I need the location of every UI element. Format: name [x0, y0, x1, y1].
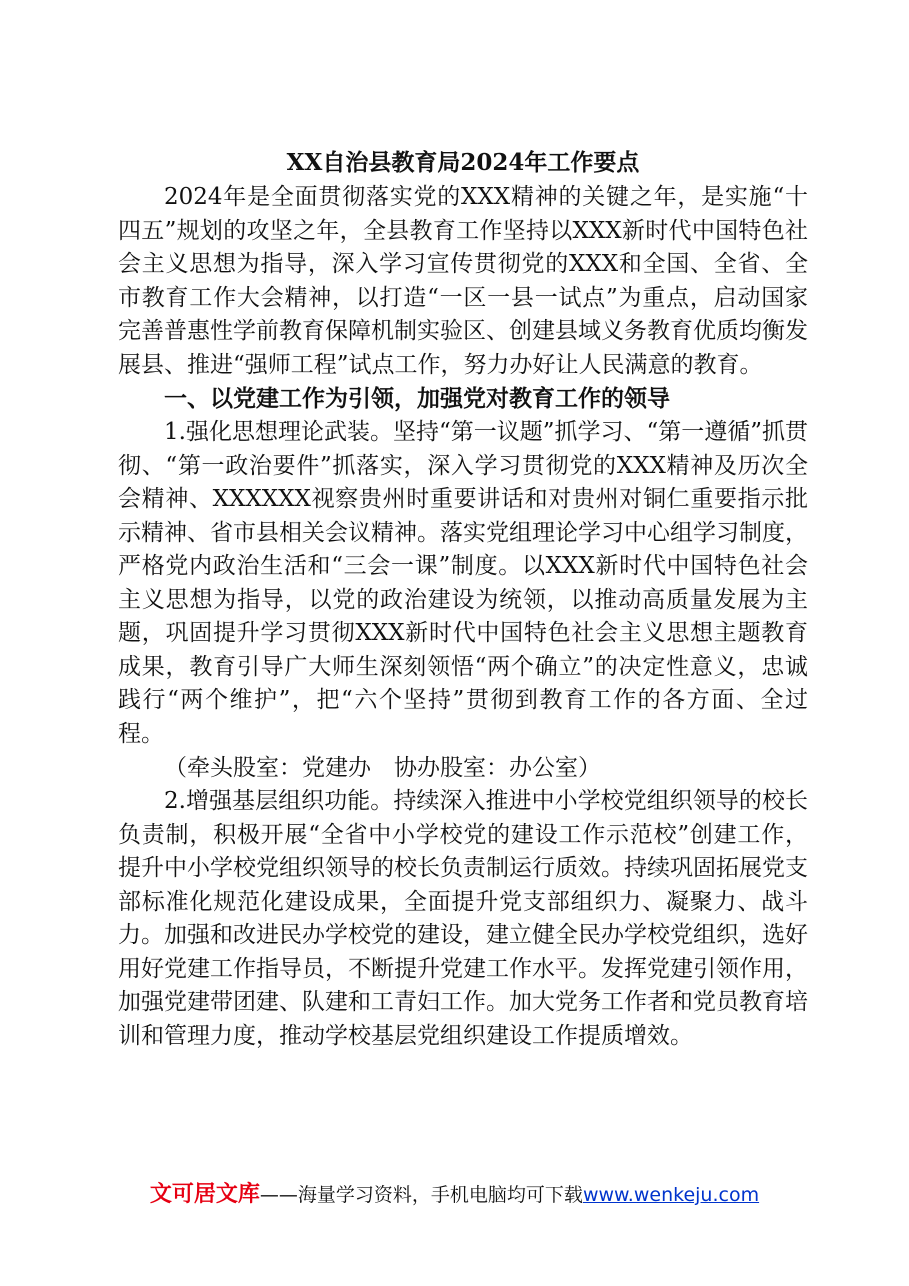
section-heading-1: 一、以党建工作为引领，加强党对教育工作的领导 — [164, 386, 670, 412]
footer-slogan: 海量学习资料，手机电脑均可下载 — [297, 1184, 583, 1206]
footer-banner — [0, 1181, 909, 1209]
footer-brand: 文可居文库 — [149, 1182, 260, 1207]
document-page — [118, 146, 808, 1053]
intro-paragraph: 2024年是全面贯彻落实党的XXX精神的关键之年，是实施“十四五”规划的攻坚之年，全县教育工作坚持以XXX新时代中国特色社会主义思想为指导，深入学习宣传贯彻党的XXX和全国、全省、全市教育工作大会精神，以打造“一区一县一试点”为重点，启动国家完善普惠性学前教育保障机制实验区、创建县域义务教育优质均衡发展县、推进“强师工程”试点工作，努力办好让人民满意的教育。 — [118, 184, 808, 378]
item-1-paragraph: 1.强化思想理论武装。坚持“第一议题”抓学习、“第一遵循”抓贯彻、“第一政治要件”抓落实，深入学习贯彻党的XXX精神及历次全会精神、XXXXXX视察贵州时重要讲话和对贵州对铜仁重要指示批示精神、省市县相关会议精神。落实党组理论学习中心组学习制度，严格党内政治生活和“三会一课”制度。以XXX新时代中国特色社会主义思想为指导，以党的政治建设为统领，以推动高质量发展为主题，巩固提升学习贯彻XXX新时代中国特色社会主义思想主题教育成果，教育引导广大师生深刻领悟“两个确立”的决定性意义，忠诚践行“两个维护”，把“六个坚持”贯彻到教育工作的各方面、全过程。 — [118, 419, 808, 747]
footer-dash: —— — [259, 1184, 298, 1206]
document-title: XX自治县教育局2024年工作要点 — [286, 149, 640, 176]
footer-url-link[interactable]: www.wenkeju.com — [582, 1184, 760, 1206]
item-1-responsible-note: （牵头股室：党建办 协办股室：办公室） — [164, 755, 601, 781]
item-2-paragraph: 2.增强基层组织功能。持续深入推进中小学校党组织领导的校长负责制，积极开展“全省中小学校党的建设工作示范校”创建工作，提升中小学校党组织领导的校长负责制运行质效。持续巩固拓展党支部标准化规范化建设成果，全面提升党支部组织力、凝聚力、战斗力。加强和改进民办学校党的建设，建立健全民办学校党组织，选好用好党建工作指导员，不断提升党建工作水平。发挥党建引领作用，加强党建带团建、队建和工青妇工作。加大党务工作者和党员教育培训和管理力度，推动学校基层党组织建设工作提质增效。 — [118, 788, 808, 1049]
